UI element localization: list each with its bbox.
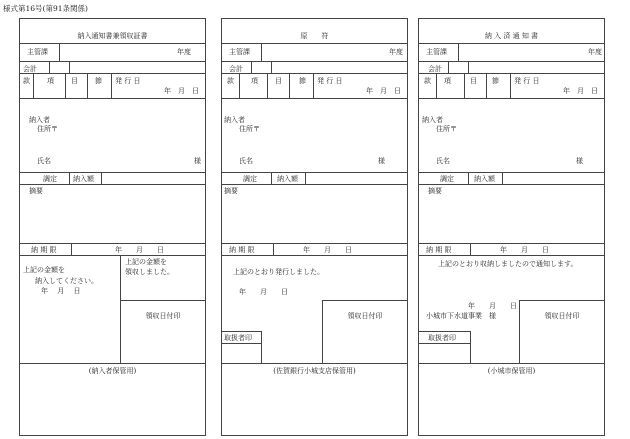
divider: [464, 73, 465, 98]
divider: [101, 172, 102, 184]
setsu-label: 節: [95, 77, 102, 85]
payment-request-line2: 納入してください。: [35, 277, 98, 285]
payment-request-line1: 上記の金額を: [23, 266, 65, 274]
kan-label: 款: [227, 77, 234, 85]
panel-title: 納 入 済 通 知 書: [484, 32, 539, 40]
deadline-label: 納 期 限: [426, 246, 452, 254]
sama-label: 様: [576, 157, 583, 165]
name-label: 氏名: [37, 157, 51, 165]
notice-date: 年 月 日: [468, 302, 517, 310]
divider: [19, 184, 206, 185]
divider: [69, 61, 70, 73]
deadline-ymd: 年 月 日: [115, 246, 164, 254]
issue-date-ymd: 年 月 日: [366, 87, 401, 95]
issue-date-label: 発 行 日: [317, 77, 343, 85]
divider: [313, 73, 314, 98]
deadline-label: 納 期 限: [31, 246, 57, 254]
divider: [19, 43, 206, 44]
year-suffix: 年度: [588, 48, 602, 56]
sama-label: 様: [194, 157, 201, 165]
issued-date: 年 月 日: [239, 288, 288, 296]
divider: [251, 61, 252, 73]
divider: [267, 73, 268, 98]
divider: [519, 300, 520, 363]
divider: [458, 43, 459, 61]
account-label: 会計: [428, 65, 442, 73]
kou-label: 項: [444, 77, 451, 85]
divider: [418, 172, 605, 173]
divider: [111, 73, 112, 98]
divider: [19, 243, 206, 244]
divider: [519, 300, 605, 301]
divider: [436, 73, 437, 98]
divider: [289, 73, 290, 98]
divider: [221, 184, 408, 185]
receipt-line1: 上記の金額を: [125, 258, 167, 266]
divider: [273, 243, 274, 255]
amount-label: 納入額: [73, 175, 94, 183]
divider: [418, 331, 470, 332]
divider: [49, 61, 50, 73]
divider: [271, 172, 272, 184]
address-label: 住所〒: [239, 125, 260, 133]
divider: [305, 172, 306, 184]
deadline-ymd: 年 月 日: [500, 246, 549, 254]
supervisor-label: 主管課: [426, 48, 447, 56]
receipt-line2: 領収しました。: [125, 268, 174, 276]
tekiyo-label: 摘要: [428, 187, 442, 195]
divider: [120, 255, 121, 363]
year-suffix: 年度: [177, 48, 191, 56]
kou-label: 項: [251, 77, 258, 85]
divider: [19, 172, 206, 173]
tekiyo-label: 摘要: [224, 187, 238, 195]
chotei-label: 調定: [440, 175, 454, 183]
divider: [261, 331, 262, 363]
divider: [221, 43, 408, 44]
recipient-label: 小城市下水道事業 様: [426, 312, 496, 320]
panel-original: [221, 0, 408, 439]
payment-request-date: 年 月 日: [41, 287, 81, 295]
divider: [221, 172, 408, 173]
address-label: 住所〒: [436, 125, 457, 133]
receipt-stamp-label: 領収日付印: [544, 312, 580, 320]
panel-footer: (納入者保管用): [88, 367, 137, 375]
account-label: 会計: [229, 65, 243, 73]
name-label: 氏名: [239, 157, 253, 165]
year-suffix: 年度: [389, 48, 403, 56]
divider: [221, 61, 408, 62]
setsu-label: 節: [492, 77, 499, 85]
panel-footer: (小城市保管用): [487, 367, 536, 375]
divider: [69, 172, 70, 184]
divider: [221, 343, 261, 344]
divider: [65, 73, 66, 98]
divider: [418, 43, 605, 44]
moku-label: 目: [71, 77, 78, 85]
deadline-label: 納 期 限: [229, 246, 255, 254]
receipt-stamp-label: 領収日付印: [347, 312, 383, 320]
moku-label: 目: [470, 77, 477, 85]
divider: [19, 255, 206, 256]
divider: [468, 61, 469, 73]
divider: [502, 172, 503, 184]
issued-text: 上記のとおり発行しました。: [233, 268, 324, 276]
chotei-label: 調定: [43, 175, 57, 183]
divider: [418, 255, 605, 256]
divider: [322, 300, 408, 301]
divider: [486, 73, 487, 98]
divider: [33, 73, 34, 98]
amount-label: 納入額: [277, 175, 298, 183]
divider: [59, 43, 60, 61]
divider: [510, 73, 511, 98]
divider: [261, 43, 262, 61]
setsu-label: 節: [299, 77, 306, 85]
kan-label: 款: [23, 77, 30, 85]
divider: [468, 172, 469, 184]
divider: [418, 363, 605, 364]
payer-label: 納入者: [422, 116, 443, 124]
divider: [418, 184, 605, 185]
divider: [470, 331, 471, 363]
divider: [221, 243, 408, 244]
divider: [120, 300, 206, 301]
form-label: 様式第16号(第91条関係): [3, 4, 88, 13]
issue-date-label: 発 行 日: [514, 77, 540, 85]
divider: [221, 255, 408, 256]
issue-date-label: 発 行 日: [115, 77, 141, 85]
supervisor-label: 主管課: [229, 48, 250, 56]
divider: [19, 363, 206, 364]
kou-label: 項: [47, 77, 54, 85]
deadline-ymd: 年 月 日: [303, 246, 352, 254]
divider: [19, 61, 206, 62]
chotei-label: 調定: [243, 175, 257, 183]
amount-label: 納入額: [474, 175, 495, 183]
panel-footer: (佐賀銀行小城支店保管用): [273, 367, 356, 375]
divider: [418, 343, 470, 344]
divider: [322, 300, 323, 363]
divider: [418, 61, 605, 62]
divider: [19, 73, 206, 74]
divider: [448, 61, 449, 73]
divider: [19, 98, 206, 99]
address-label: 住所〒: [37, 125, 58, 133]
divider: [87, 73, 88, 98]
sama-label: 様: [378, 157, 385, 165]
panel-title: 納入通知書兼領収証書: [77, 32, 148, 40]
handler-stamp-label: 取扱者印: [428, 334, 456, 342]
divider: [71, 243, 72, 255]
issue-date-ymd: 年 月 日: [164, 87, 199, 95]
supervisor-label: 主管課: [27, 48, 48, 56]
kan-label: 款: [424, 77, 431, 85]
panel-payer-receipt: [19, 0, 206, 439]
payer-label: 納入者: [224, 116, 245, 124]
name-label: 氏名: [436, 157, 450, 165]
account-label: 会計: [23, 65, 37, 73]
issue-date-ymd: 年 月 日: [563, 87, 598, 95]
divider: [221, 363, 408, 364]
divider: [470, 243, 471, 255]
divider: [221, 73, 408, 74]
divider: [221, 331, 261, 332]
notice-text: 上記のとおり収納しましたので通知します。: [438, 260, 578, 268]
divider: [221, 98, 408, 99]
handler-stamp-label: 取扱者印: [224, 334, 252, 342]
tekiyo-label: 摘要: [29, 187, 43, 195]
divider: [239, 73, 240, 98]
receipt-stamp-label: 領収日付印: [145, 312, 181, 320]
divider: [418, 73, 605, 74]
divider: [418, 98, 605, 99]
panel-payment-notice: [418, 0, 605, 439]
panel-title: 原 符: [300, 32, 329, 40]
moku-label: 目: [275, 77, 282, 85]
payer-label: 納入者: [29, 116, 50, 124]
divider: [418, 243, 605, 244]
divider: [271, 61, 272, 73]
